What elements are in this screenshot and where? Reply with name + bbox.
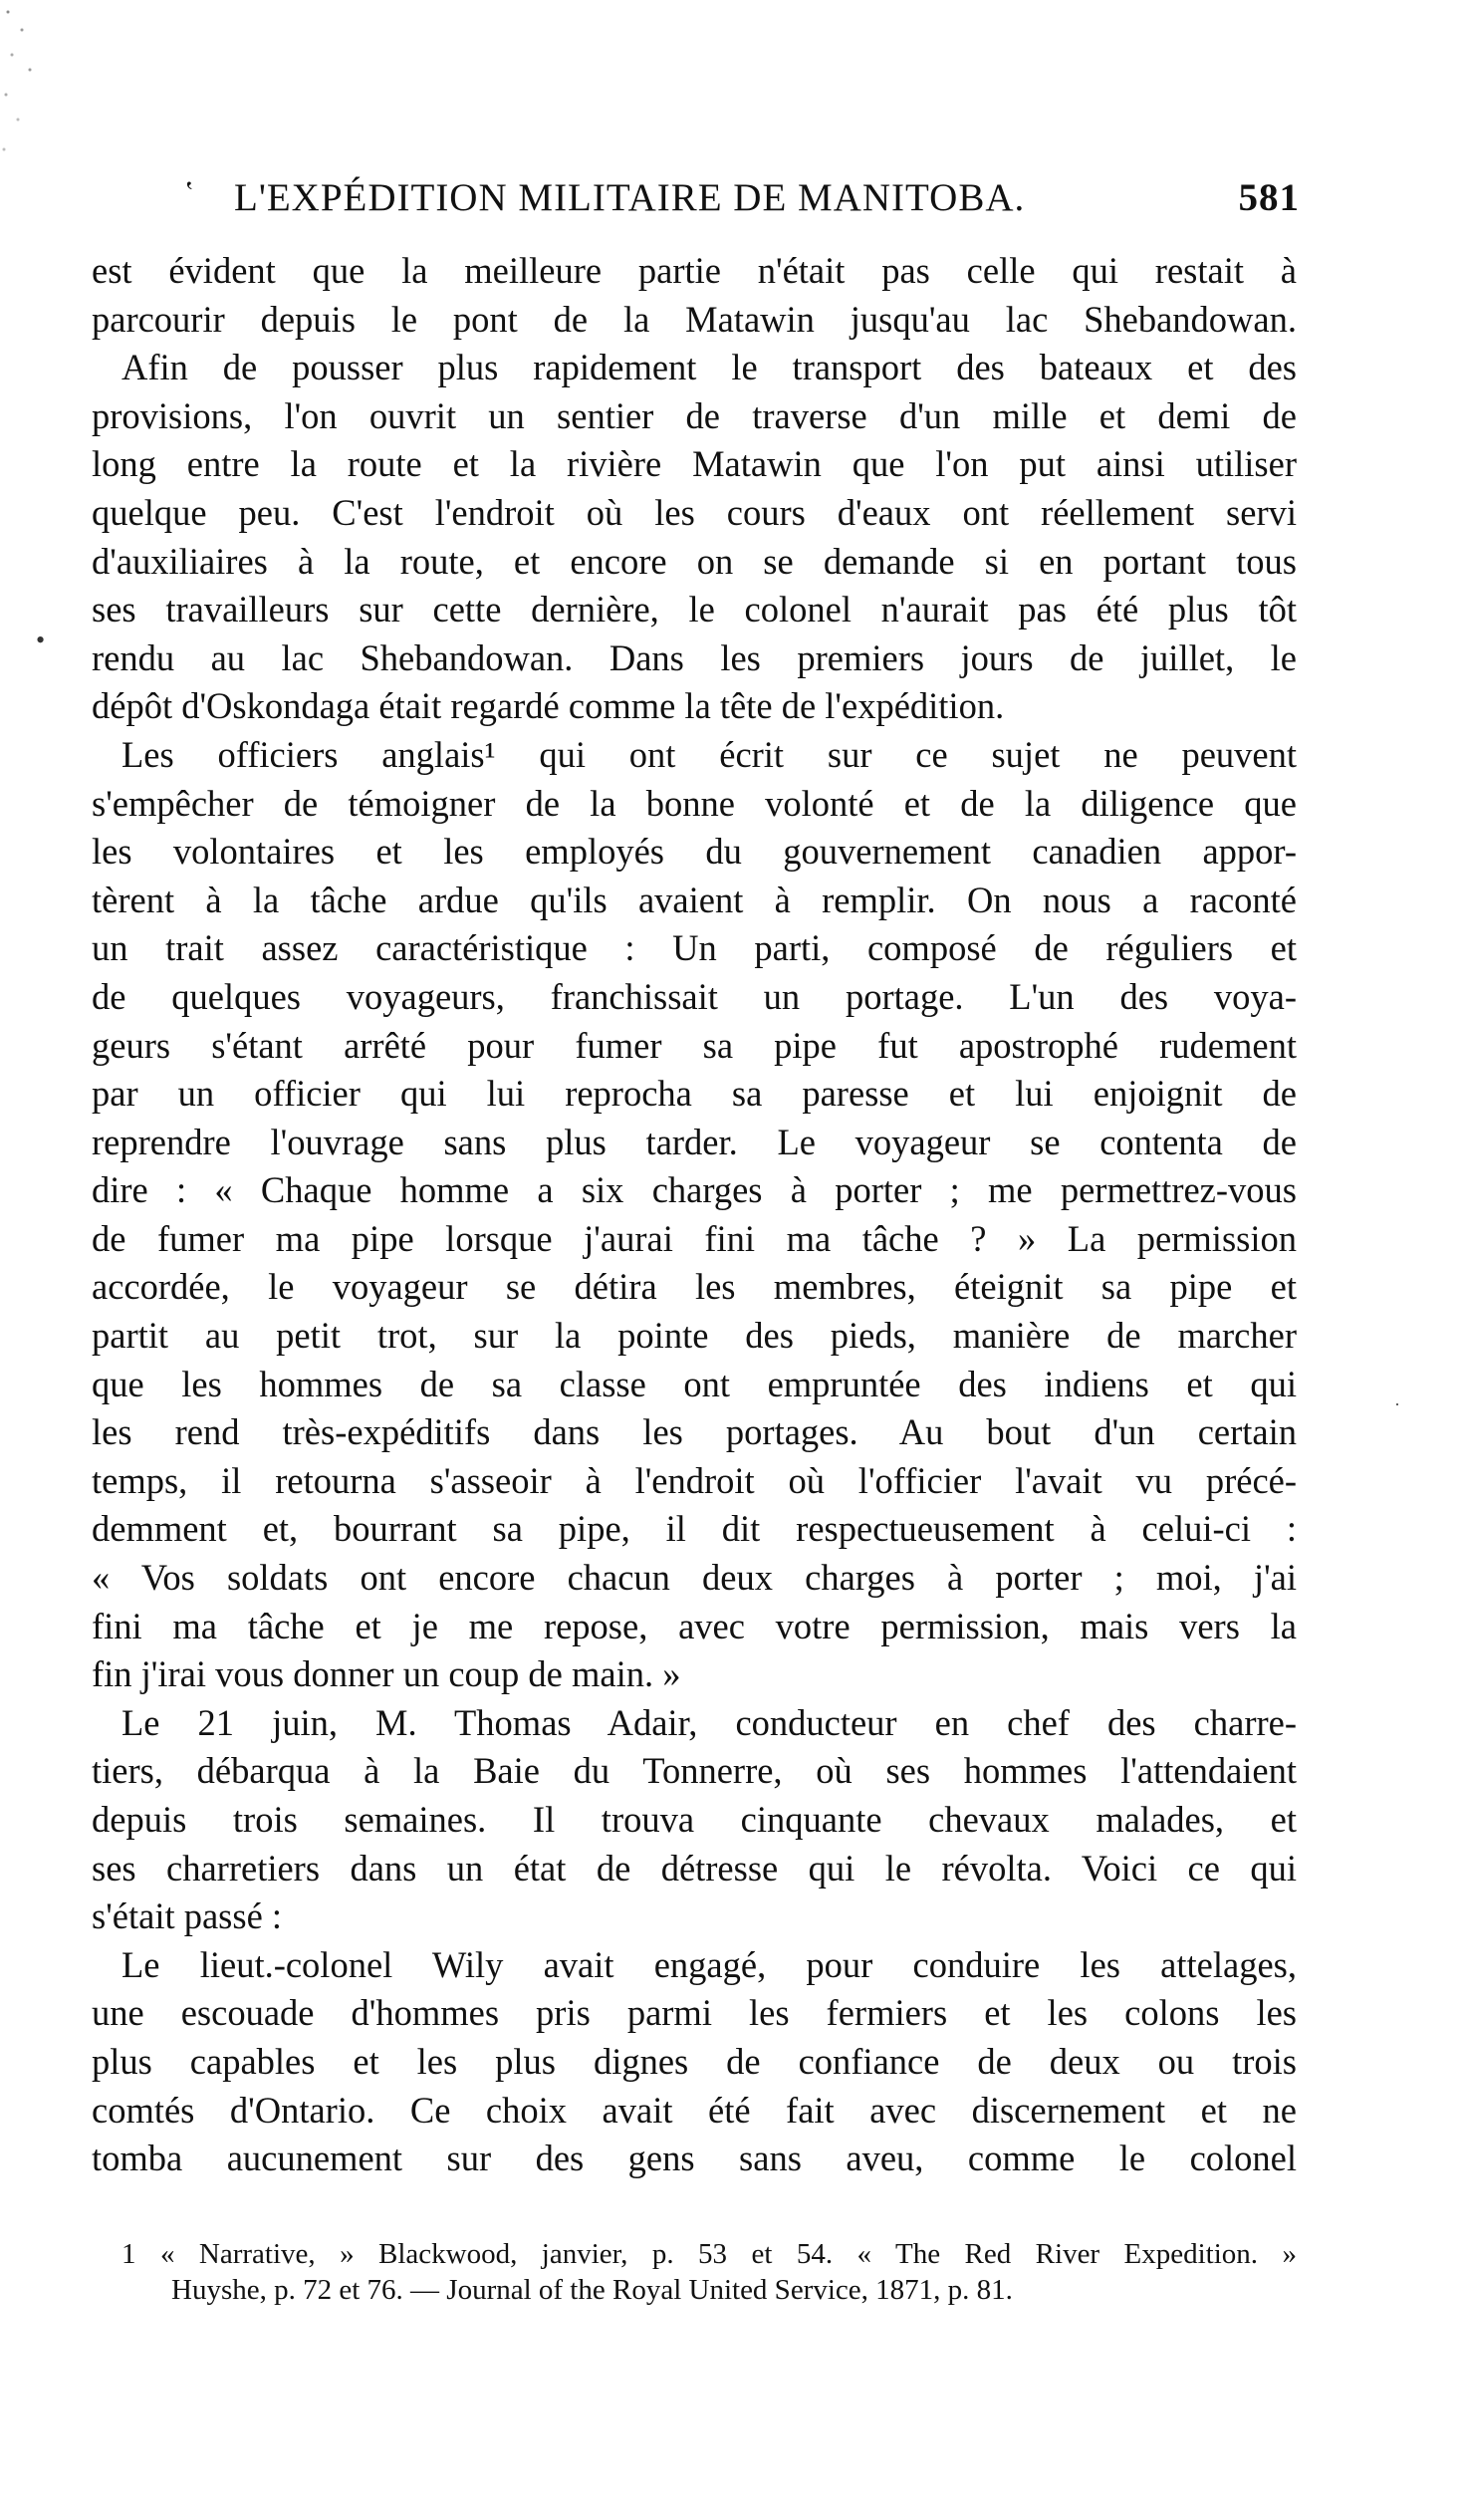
text-line: rendu au lac Shebandowan. Dans les premiers jours de juillet, le <box>92 636 1297 678</box>
text-line: geurs s'étant arrêté pour fumer sa pipe fut apostrophé rudement <box>92 1024 1297 1066</box>
footnote-line: Huyshe, p. 72 et 76. — Journal of the Royal United Service, 1871, p. 81. <box>171 2274 1013 2306</box>
text-line: Le lieut.-colonel Wily avait engagé, pour conduire les attelages, <box>122 1943 1297 1985</box>
text-line: tomba aucunement sur des gens sans aveu, comme le colonel <box>92 2138 1297 2179</box>
text-line: les rend très-expéditifs dans les portages. Au bout d'un certain <box>92 1411 1297 1453</box>
text-line: parcourir depuis le pont de la Matawin jusqu'au lac Shebandowan. <box>92 298 1297 340</box>
text-line: temps, il retourna s'asseoir à l'endroit où l'officier l'avait vu précé- <box>92 1459 1297 1501</box>
running-header <box>184 175 1300 235</box>
text-line: par un officier qui lui reprocha sa paresse et lui enjoignit de <box>92 1073 1297 1115</box>
text-line: fin j'irai vous donner un coup de main. » <box>92 1653 681 1695</box>
text-line: « Vos soldats ont encore chacun deux charges à porter ; moi, j'ai <box>92 1557 1297 1599</box>
page-number: 581 <box>1238 176 1300 219</box>
text-line: tèrent à la tâche ardue qu'ils avaient à remplir. On nous a raconté <box>92 879 1297 920</box>
footnotes <box>92 2236 1297 2308</box>
text-line: d'auxiliaires à la route, et encore on se demande si en portant tous <box>92 540 1297 582</box>
body-text <box>92 247 1297 2183</box>
text-line: Les officiers anglais¹ qui ont écrit sur ce sujet ne peuvent <box>122 733 1297 775</box>
text-line: que les hommes de sa classe ont empruntée des indiens et qui <box>92 1363 1297 1404</box>
text-line: Le 21 juin, M. Thomas Adair, conducteur en chef des charre- <box>122 1701 1297 1743</box>
text-line: long entre la route et la rivière Matawin que l'on put ainsi utiliser <box>92 443 1297 485</box>
margin-mark: • <box>36 626 46 654</box>
stray-dot: · <box>1394 1394 1400 1414</box>
text-line: Afin de pousser plus rapidement le transport des bateaux et des <box>122 347 1297 388</box>
text-line: quelque peu. C'est l'endroit où les cours d'eaux ont réellement servi <box>92 491 1297 533</box>
text-line: partit au petit trot, sur la pointe des pieds, manière de marcher <box>92 1315 1297 1357</box>
text-line: dépôt d'Oskondaga était regardé comme la tête de l'expédition. <box>92 685 1005 727</box>
text-line: de fumer ma pipe lorsque j'aurai fini ma tâche ? » La permission <box>92 1217 1297 1259</box>
text-line: ses charretiers dans un état de détresse qui le révolta. Voici ce qui <box>92 1847 1297 1889</box>
text-line: les volontaires et les employés du gouvernement canadien appor- <box>92 831 1297 873</box>
text-line: est évident que la meilleure partie n'était pas celle qui restait à <box>92 250 1297 291</box>
text-line: reprendre l'ouvrage sans plus tarder. Le voyageur se contenta de <box>92 1121 1297 1162</box>
text-line: dire : « Chaque homme a six charges à porter ; me permettrez-vous <box>92 1169 1297 1211</box>
text-line: plus capables et les plus dignes de confiance de deux ou trois <box>92 2040 1297 2082</box>
text-line: provisions, l'on ouvrit un sentier de traverse d'un mille et demi de <box>92 394 1297 436</box>
header-title: L'EXPÉDITION MILITAIRE DE MANITOBA. <box>234 176 1026 219</box>
text-line: de quelques voyageurs, franchissait un portage. L'un des voya- <box>92 975 1297 1017</box>
header-mark: ‛ <box>184 175 195 208</box>
text-line: un trait assez caractéristique : Un parti, composé de réguliers et <box>92 927 1297 969</box>
text-line: demment et, bourrant sa pipe, il dit respectueusement à celui-ci : <box>92 1508 1297 1550</box>
text-line: tiers, débarqua à la Baie du Tonnerre, où ses hommes l'attendaient <box>92 1750 1297 1792</box>
text-line: une escouade d'hommes pris parmi les fermiers et les colons les <box>92 1992 1297 2034</box>
text-line: comtés d'Ontario. Ce choix avait été fait avec discernement et ne <box>92 2089 1297 2131</box>
text-line: depuis trois semaines. Il trouva cinquante chevaux malades, et <box>92 1799 1297 1840</box>
text-line: ses travailleurs sur cette dernière, le colonel n'aurait pas été plus tôt <box>92 589 1297 630</box>
text-line: accordée, le voyageur se détira les membres, éteignit sa pipe et <box>92 1266 1297 1308</box>
text-line: fini ma tâche et je me repose, avec votre permission, mais vers la <box>92 1605 1297 1646</box>
text-line: s'empêcher de témoigner de la bonne volonté et de la diligence que <box>92 782 1297 824</box>
footnote-line: 1 « Narrative, » Blackwood, janvier, p. 53 et 54. « The Red River Expedition. » <box>122 2238 1297 2270</box>
page-edge-speckle <box>0 0 60 169</box>
text-line: s'était passé : <box>92 1895 283 1937</box>
